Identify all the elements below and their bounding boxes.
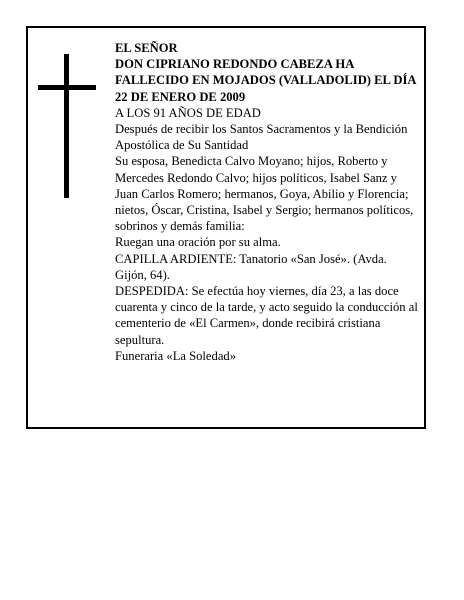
obituary-notice bbox=[26, 26, 426, 429]
cross-vertical-bar bbox=[64, 54, 69, 198]
notice-text bbox=[115, 40, 421, 364]
notice-headline: DON CIPRIANO REDONDO CABEZA HA FALLECIDO EN MOJADOS (VALLADOLID) EL DÍA 22 DE ENERO DE 2009 bbox=[115, 57, 416, 104]
farewell-info: DESPEDIDA: Se efectúa hoy viernes, día 23, a las doce cuarenta y cinco de la tarde, y acto seguido la conducción al cementerio de «El Carmen», donde recibirá cristiana sepultura. bbox=[115, 284, 418, 347]
cross-horizontal-bar bbox=[38, 85, 96, 90]
sacraments-text: Después de recibir los Santos Sacramentos y la Bendición Apostólica de Su Santidad bbox=[115, 122, 408, 153]
notice-title: EL SEÑOR bbox=[115, 41, 178, 55]
cross-icon bbox=[38, 54, 96, 198]
deceased-age: A LOS 91 AÑOS DE EDAD bbox=[115, 105, 261, 120]
prayer-request: Ruegan una oración por su alma. bbox=[115, 235, 281, 250]
family-list: Su esposa, Benedicta Calvo Moyano; hijos, Roberto y Mercedes Redondo Calvo; hijos políticos, Isabel Sanz y Juan Carlos Romero; hermanos, Goya, Abilio y Florencia; nietos, Óscar, Cristina, Isabel y Sergio; hermanos políticos, sobrinos y demás familia: bbox=[115, 154, 414, 234]
funeral-home: Funeraria «La Soledad» bbox=[115, 348, 236, 363]
chapel-info: CAPILLA ARDIENTE: Tanatorio «San José». (Avda. Gijón, 64). bbox=[115, 251, 387, 282]
